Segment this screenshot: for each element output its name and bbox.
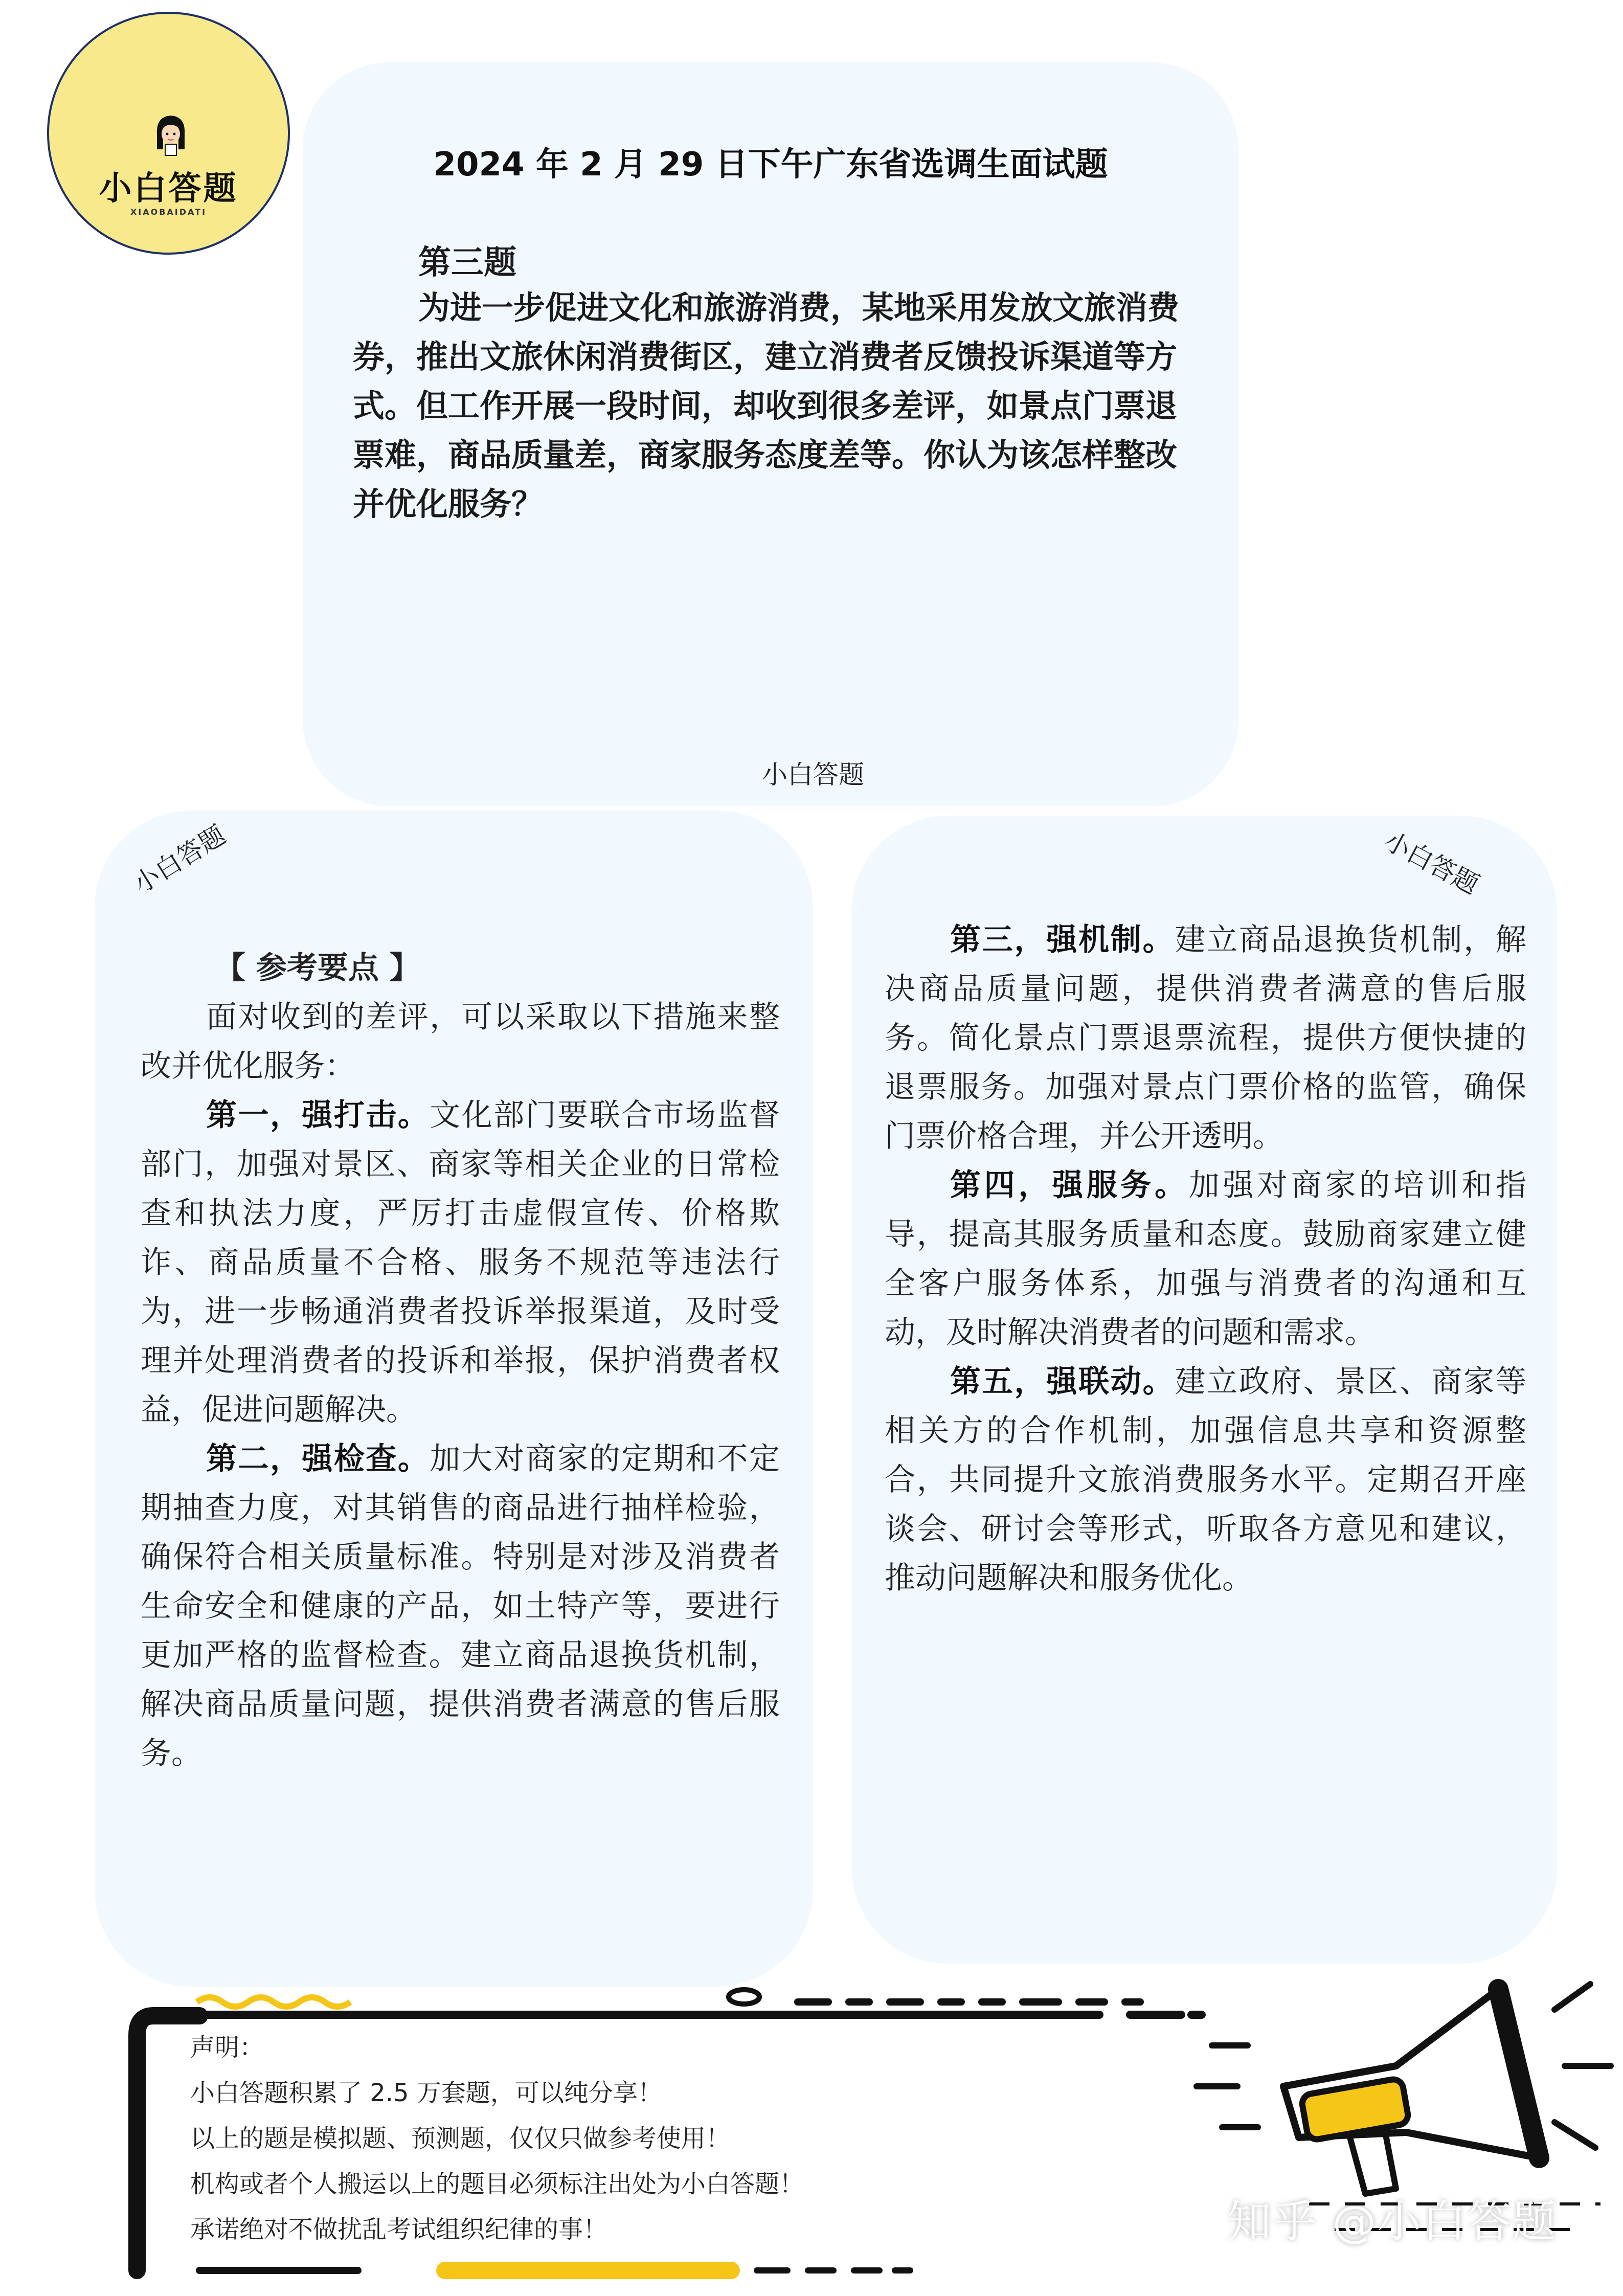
answer-right-column [885, 915, 1526, 1603]
question-heading: 第三题 [418, 244, 516, 282]
disclaimer-line: 承诺绝对不做扰乱考试组织纪律的事！ [190, 2215, 608, 2244]
watermark-top: 小白答题 [762, 760, 864, 790]
zhihu-watermark: 知乎 @小白答题 [1227, 2196, 1558, 2247]
point-text: 建立商品退换货机制，解决商品质量问题，提供消费者满意的售后服务。简化景点门票退票流程，提供方便快捷的退票服务。加强对景点门票价格的监管，确保门票价格合理，并公开透明。 [885, 922, 1527, 1154]
girl-mascot-icon [153, 114, 189, 156]
brand-logo [47, 12, 290, 255]
answer-point [885, 1161, 1526, 1357]
watermark-right: 小白答题 [1379, 825, 1484, 900]
answer-point [141, 1091, 780, 1434]
page-title: 2024 年 2 月 29 日下午广东省选调生面试题 [433, 146, 1108, 184]
disclaimer-text [190, 2025, 804, 2253]
watermark-left: 小白答题 [128, 820, 231, 899]
point-lead: 第三，强机制。 [950, 922, 1175, 958]
logo-brand-text: 小白答题 [99, 170, 238, 208]
disclaimer-line: 小白答题积累了 2.5 万套题，可以纯分享！ [190, 2079, 662, 2107]
answer-intro: 面对收到的差评，可以采取以下措施来整改并优化服务： [141, 999, 780, 1084]
answer-point [141, 1434, 780, 1778]
point-text: 文化部门要联合市场监督部门，加强对景区、商家等相关企业的日常检查和执法力度，严厉打击虚假宣传、价格欺诈、商品质量不合格、服务不规范等违法行为，进一步畅通消费者投诉举报渠道，及时受理并处理消费者的投诉和举报，保护消费者权益，促进问题解决。 [141, 1097, 780, 1428]
answer-left-column [141, 943, 780, 1778]
point-lead: 第五，强联动。 [950, 1364, 1175, 1400]
point-lead: 第二，强检查。 [206, 1441, 430, 1477]
question-body: 为进一步促进文化和旅游消费，某地采用发放文旅消费券，推出文旅休闲消费街区，建立消费者反馈投诉渠道等方式。但工作开展一段时间，却收到很多差评，如景点门票退票难，商品质量差，商家服务态度差等。你认为该怎样整改并优化服务？ [353, 289, 1180, 523]
disclaimer-line: 机构或者个人搬运以上的题目必须标注出处为小白答题！ [190, 2170, 804, 2198]
disclaimer-line: 以上的题是模拟题、预测题，仅仅只做参考使用！ [190, 2124, 731, 2153]
point-lead: 第一，强打击。 [206, 1097, 430, 1133]
point-text: 建立政府、景区、商家等相关方的合作机制，加强信息共享和资源整合，共同提升文旅消费服务水平。定期召开座谈会、研讨会等形式，听取各方意见和建议，推动问题解决和服务优化。 [885, 1364, 1527, 1596]
answer-point [885, 1357, 1526, 1603]
point-text: 加大对商家的定期和不定期抽查力度，对其销售的商品进行抽样检验，确保符合相关质量标准。特别是对涉及消费者生命安全和健康的产品，如土特产等，要进行更加严格的监督检查。建立商品退换货机制，解决商品质量问题，提供消费者满意的售后服务。 [141, 1441, 780, 1771]
point-text: 加强对商家的培训和指导，提高其服务质量和态度。鼓励商家建立健全客户服务体系，加强与消费者的沟通和互动，及时解决消费者的问题和需求。 [885, 1167, 1526, 1350]
point-lead: 第四，强服务。 [950, 1167, 1189, 1203]
logo-sub-text: XIAOBAIDATI [130, 207, 207, 217]
answer-point [885, 915, 1526, 1161]
disclaimer-line: 声明： [190, 2033, 264, 2062]
reference-heading: 【 参考要点 】 [215, 950, 420, 986]
